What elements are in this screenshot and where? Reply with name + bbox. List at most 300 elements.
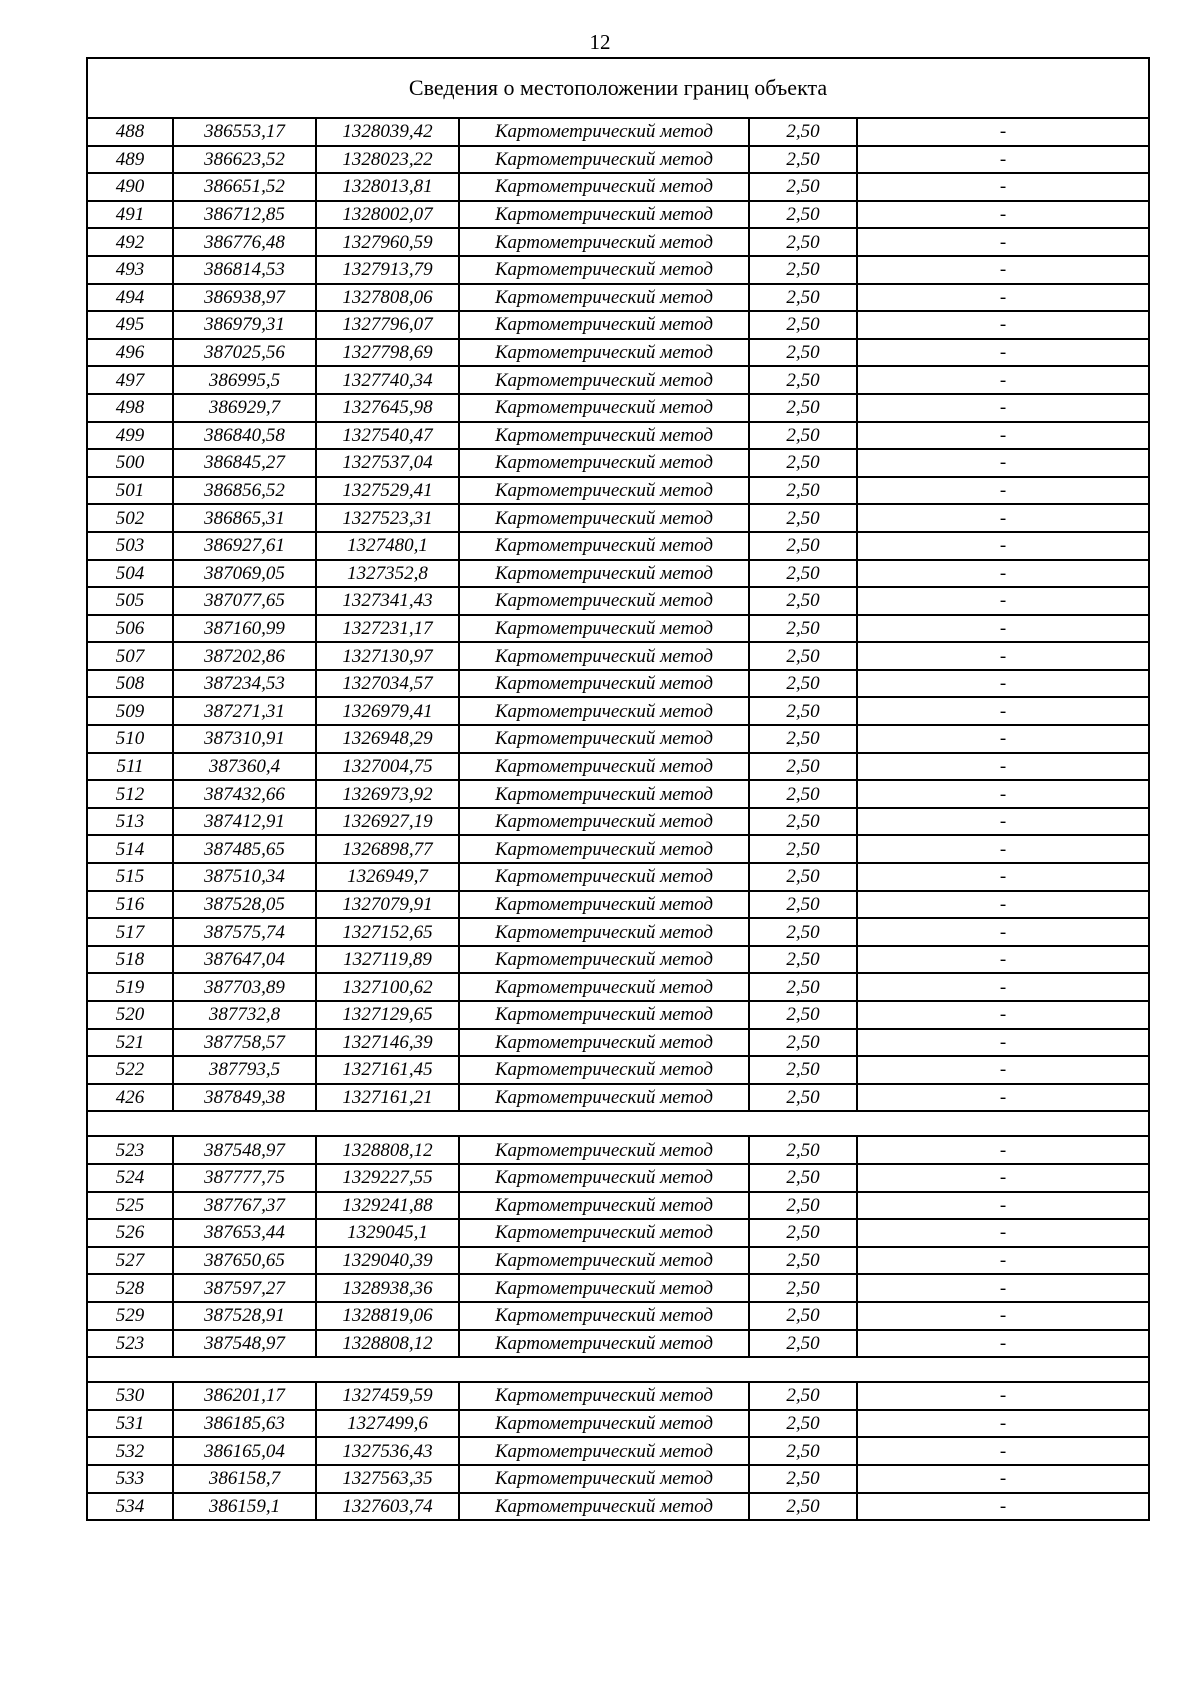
x-coordinate-cell: 387310,91 — [173, 725, 316, 753]
point-number-cell: 494 — [87, 284, 173, 312]
x-coordinate-cell: 387597,27 — [173, 1274, 316, 1302]
x-coordinate-cell: 387758,57 — [173, 1029, 316, 1057]
point-number-cell: 517 — [87, 918, 173, 946]
table-row — [87, 1001, 1149, 1029]
accuracy-cell: 2,50 — [749, 587, 857, 615]
accuracy-cell: 2,50 — [749, 228, 857, 256]
table-row — [87, 780, 1149, 808]
point-number-cell: 489 — [87, 146, 173, 174]
point-number-cell: 491 — [87, 201, 173, 229]
y-coordinate-cell: 1327603,74 — [316, 1493, 459, 1521]
y-coordinate-cell: 1329040,39 — [316, 1247, 459, 1275]
table-row — [87, 228, 1149, 256]
description-cell: - — [857, 1136, 1149, 1164]
accuracy-cell: 2,50 — [749, 118, 857, 146]
accuracy-cell: 2,50 — [749, 1465, 857, 1493]
group-separator-cell — [87, 1111, 1149, 1136]
point-number-cell: 533 — [87, 1465, 173, 1493]
accuracy-cell: 2,50 — [749, 863, 857, 891]
table-row — [87, 1330, 1149, 1358]
point-number-cell: 496 — [87, 339, 173, 367]
accuracy-cell: 2,50 — [749, 311, 857, 339]
accuracy-cell: 2,50 — [749, 366, 857, 394]
y-coordinate-cell: 1326948,29 — [316, 725, 459, 753]
x-coordinate-cell: 386845,27 — [173, 449, 316, 477]
y-coordinate-cell: 1328808,12 — [316, 1330, 459, 1358]
description-cell: - — [857, 366, 1149, 394]
method-cell: Картометрический метод — [459, 1001, 749, 1029]
x-coordinate-cell: 387077,65 — [173, 587, 316, 615]
x-coordinate-cell: 387650,65 — [173, 1247, 316, 1275]
x-coordinate-cell: 387777,75 — [173, 1164, 316, 1192]
table-row — [87, 284, 1149, 312]
y-coordinate-cell: 1328013,81 — [316, 173, 459, 201]
x-coordinate-cell: 386185,63 — [173, 1410, 316, 1438]
method-cell: Картометрический метод — [459, 339, 749, 367]
table-row — [87, 532, 1149, 560]
point-number-cell: 523 — [87, 1136, 173, 1164]
point-number-cell: 518 — [87, 946, 173, 974]
y-coordinate-cell: 1327231,17 — [316, 615, 459, 643]
point-number-cell: 516 — [87, 891, 173, 919]
table-row — [87, 560, 1149, 588]
x-coordinate-cell: 386856,52 — [173, 477, 316, 505]
point-number-cell: 504 — [87, 560, 173, 588]
y-coordinate-cell: 1327119,89 — [316, 946, 459, 974]
point-number-cell: 524 — [87, 1164, 173, 1192]
y-coordinate-cell: 1326898,77 — [316, 835, 459, 863]
description-cell: - — [857, 1302, 1149, 1330]
description-cell: - — [857, 1084, 1149, 1112]
x-coordinate-cell: 386814,53 — [173, 256, 316, 284]
point-number-cell: 499 — [87, 422, 173, 450]
x-coordinate-cell: 387271,31 — [173, 697, 316, 725]
description-cell: - — [857, 228, 1149, 256]
y-coordinate-cell: 1327913,79 — [316, 256, 459, 284]
method-cell: Картометрический метод — [459, 946, 749, 974]
y-coordinate-cell: 1327523,31 — [316, 504, 459, 532]
x-coordinate-cell: 387767,37 — [173, 1192, 316, 1220]
point-number-cell: 507 — [87, 642, 173, 670]
method-cell: Картометрический метод — [459, 1164, 749, 1192]
accuracy-cell: 2,50 — [749, 1330, 857, 1358]
point-number-cell: 511 — [87, 753, 173, 781]
x-coordinate-cell: 386159,1 — [173, 1493, 316, 1521]
description-cell: - — [857, 642, 1149, 670]
description-cell: - — [857, 1164, 1149, 1192]
x-coordinate-cell: 387575,74 — [173, 918, 316, 946]
table-row — [87, 339, 1149, 367]
accuracy-cell: 2,50 — [749, 835, 857, 863]
y-coordinate-cell: 1327034,57 — [316, 670, 459, 698]
description-cell: - — [857, 1029, 1149, 1057]
method-cell: Картометрический метод — [459, 394, 749, 422]
table-row — [87, 504, 1149, 532]
description-cell: - — [857, 1219, 1149, 1247]
x-coordinate-cell: 387732,8 — [173, 1001, 316, 1029]
y-coordinate-cell: 1326927,19 — [316, 808, 459, 836]
method-cell: Картометрический метод — [459, 1465, 749, 1493]
group-separator-row — [87, 1357, 1149, 1382]
point-number-cell: 497 — [87, 366, 173, 394]
method-cell: Картометрический метод — [459, 642, 749, 670]
method-cell: Картометрический метод — [459, 1493, 749, 1521]
point-number-cell: 527 — [87, 1247, 173, 1275]
x-coordinate-cell: 386865,31 — [173, 504, 316, 532]
table-row — [87, 891, 1149, 919]
accuracy-cell: 2,50 — [749, 973, 857, 1001]
method-cell: Картометрический метод — [459, 1330, 749, 1358]
table-row — [87, 808, 1149, 836]
x-coordinate-cell: 387432,66 — [173, 780, 316, 808]
x-coordinate-cell: 387025,56 — [173, 339, 316, 367]
accuracy-cell: 2,50 — [749, 615, 857, 643]
method-cell: Картометрический метод — [459, 1274, 749, 1302]
y-coordinate-cell: 1327352,8 — [316, 560, 459, 588]
accuracy-cell: 2,50 — [749, 504, 857, 532]
accuracy-cell: 2,50 — [749, 1029, 857, 1057]
method-cell: Картометрический метод — [459, 1029, 749, 1057]
method-cell: Картометрический метод — [459, 366, 749, 394]
accuracy-cell: 2,50 — [749, 560, 857, 588]
table-row — [87, 587, 1149, 615]
method-cell: Картометрический метод — [459, 1056, 749, 1084]
description-cell: - — [857, 1001, 1149, 1029]
method-cell: Картометрический метод — [459, 504, 749, 532]
table-row — [87, 918, 1149, 946]
y-coordinate-cell: 1326949,7 — [316, 863, 459, 891]
y-coordinate-cell: 1327480,1 — [316, 532, 459, 560]
method-cell: Картометрический метод — [459, 973, 749, 1001]
y-coordinate-cell: 1328039,42 — [316, 118, 459, 146]
x-coordinate-cell: 386553,17 — [173, 118, 316, 146]
x-coordinate-cell: 386201,17 — [173, 1382, 316, 1410]
description-cell: - — [857, 835, 1149, 863]
point-number-cell: 529 — [87, 1302, 173, 1330]
x-coordinate-cell: 386840,58 — [173, 422, 316, 450]
y-coordinate-cell: 1327499,6 — [316, 1410, 459, 1438]
method-cell: Картометрический метод — [459, 670, 749, 698]
description-cell: - — [857, 1437, 1149, 1465]
table-row — [87, 835, 1149, 863]
method-cell: Картометрический метод — [459, 228, 749, 256]
description-cell: - — [857, 1247, 1149, 1275]
description-cell: - — [857, 918, 1149, 946]
method-cell: Картометрический метод — [459, 863, 749, 891]
description-cell: - — [857, 449, 1149, 477]
x-coordinate-cell: 387528,05 — [173, 891, 316, 919]
accuracy-cell: 2,50 — [749, 1164, 857, 1192]
y-coordinate-cell: 1329241,88 — [316, 1192, 459, 1220]
x-coordinate-cell: 386712,85 — [173, 201, 316, 229]
description-cell: - — [857, 504, 1149, 532]
method-cell: Картометрический метод — [459, 1382, 749, 1410]
method-cell: Картометрический метод — [459, 532, 749, 560]
method-cell: Картометрический метод — [459, 808, 749, 836]
table-row — [87, 201, 1149, 229]
y-coordinate-cell: 1327152,65 — [316, 918, 459, 946]
x-coordinate-cell: 386165,04 — [173, 1437, 316, 1465]
y-coordinate-cell: 1328002,07 — [316, 201, 459, 229]
description-cell: - — [857, 891, 1149, 919]
table-row — [87, 1136, 1149, 1164]
accuracy-cell: 2,50 — [749, 256, 857, 284]
table-row — [87, 615, 1149, 643]
accuracy-cell: 2,50 — [749, 642, 857, 670]
description-cell: - — [857, 477, 1149, 505]
x-coordinate-cell: 387412,91 — [173, 808, 316, 836]
table-row — [87, 1219, 1149, 1247]
description-cell: - — [857, 1465, 1149, 1493]
x-coordinate-cell: 387069,05 — [173, 560, 316, 588]
accuracy-cell: 2,50 — [749, 1274, 857, 1302]
description-cell: - — [857, 587, 1149, 615]
y-coordinate-cell: 1327529,41 — [316, 477, 459, 505]
x-coordinate-cell: 387703,89 — [173, 973, 316, 1001]
y-coordinate-cell: 1327161,21 — [316, 1084, 459, 1112]
method-cell: Картометрический метод — [459, 891, 749, 919]
y-coordinate-cell: 1329227,55 — [316, 1164, 459, 1192]
table-row — [87, 863, 1149, 891]
description-cell: - — [857, 560, 1149, 588]
point-number-cell: 521 — [87, 1029, 173, 1057]
point-number-cell: 522 — [87, 1056, 173, 1084]
accuracy-cell: 2,50 — [749, 1437, 857, 1465]
table-row — [87, 1056, 1149, 1084]
accuracy-cell: 2,50 — [749, 697, 857, 725]
x-coordinate-cell: 387528,91 — [173, 1302, 316, 1330]
method-cell: Картометрический метод — [459, 1302, 749, 1330]
x-coordinate-cell: 387485,65 — [173, 835, 316, 863]
method-cell: Картометрический метод — [459, 725, 749, 753]
table-row — [87, 1302, 1149, 1330]
method-cell: Картометрический метод — [459, 615, 749, 643]
point-number-cell: 426 — [87, 1084, 173, 1112]
x-coordinate-cell: 387202,86 — [173, 642, 316, 670]
method-cell: Картометрический метод — [459, 477, 749, 505]
table-title: Сведения о местоположении границ объекта — [87, 58, 1149, 118]
table-row — [87, 256, 1149, 284]
y-coordinate-cell: 1327563,35 — [316, 1465, 459, 1493]
accuracy-cell: 2,50 — [749, 780, 857, 808]
method-cell: Картометрический метод — [459, 449, 749, 477]
y-coordinate-cell: 1327130,97 — [316, 642, 459, 670]
table-row — [87, 173, 1149, 201]
table-row — [87, 449, 1149, 477]
method-cell: Картометрический метод — [459, 1192, 749, 1220]
method-cell: Картометрический метод — [459, 1410, 749, 1438]
table-row — [87, 670, 1149, 698]
y-coordinate-cell: 1327459,59 — [316, 1382, 459, 1410]
table-row — [87, 422, 1149, 450]
x-coordinate-cell: 386929,7 — [173, 394, 316, 422]
x-coordinate-cell: 387360,4 — [173, 753, 316, 781]
accuracy-cell: 2,50 — [749, 173, 857, 201]
x-coordinate-cell: 387548,97 — [173, 1136, 316, 1164]
accuracy-cell: 2,50 — [749, 1302, 857, 1330]
point-number-cell: 495 — [87, 311, 173, 339]
description-cell: - — [857, 118, 1149, 146]
method-cell: Картометрический метод — [459, 780, 749, 808]
x-coordinate-cell: 386623,52 — [173, 146, 316, 174]
point-number-cell: 534 — [87, 1493, 173, 1521]
description-cell: - — [857, 1056, 1149, 1084]
table-row — [87, 1029, 1149, 1057]
description-cell: - — [857, 1493, 1149, 1521]
description-cell: - — [857, 146, 1149, 174]
x-coordinate-cell: 387160,99 — [173, 615, 316, 643]
accuracy-cell: 2,50 — [749, 339, 857, 367]
y-coordinate-cell: 1327740,34 — [316, 366, 459, 394]
accuracy-cell: 2,50 — [749, 201, 857, 229]
method-cell: Картометрический метод — [459, 1084, 749, 1112]
y-coordinate-cell: 1327004,75 — [316, 753, 459, 781]
point-number-cell: 532 — [87, 1437, 173, 1465]
group-separator-cell — [87, 1357, 1149, 1382]
table-row — [87, 753, 1149, 781]
point-number-cell: 514 — [87, 835, 173, 863]
point-number-cell: 493 — [87, 256, 173, 284]
accuracy-cell: 2,50 — [749, 946, 857, 974]
method-cell: Картометрический метод — [459, 697, 749, 725]
table-row — [87, 1465, 1149, 1493]
table-row — [87, 366, 1149, 394]
description-cell: - — [857, 946, 1149, 974]
method-cell: Картометрический метод — [459, 560, 749, 588]
method-cell: Картометрический метод — [459, 311, 749, 339]
point-number-cell: 515 — [87, 863, 173, 891]
y-coordinate-cell: 1327808,06 — [316, 284, 459, 312]
accuracy-cell: 2,50 — [749, 1219, 857, 1247]
y-coordinate-cell: 1327100,62 — [316, 973, 459, 1001]
y-coordinate-cell: 1328023,22 — [316, 146, 459, 174]
description-cell: - — [857, 284, 1149, 312]
table-row — [87, 1084, 1149, 1112]
table-row — [87, 1410, 1149, 1438]
accuracy-cell: 2,50 — [749, 1136, 857, 1164]
description-cell: - — [857, 311, 1149, 339]
description-cell: - — [857, 532, 1149, 560]
point-number-cell: 492 — [87, 228, 173, 256]
point-number-cell: 523 — [87, 1330, 173, 1358]
table-row — [87, 1274, 1149, 1302]
x-coordinate-cell: 386651,52 — [173, 173, 316, 201]
table-row — [87, 394, 1149, 422]
table-row — [87, 1382, 1149, 1410]
point-number-cell: 488 — [87, 118, 173, 146]
description-cell: - — [857, 1410, 1149, 1438]
x-coordinate-cell: 387548,97 — [173, 1330, 316, 1358]
accuracy-cell: 2,50 — [749, 394, 857, 422]
table-row — [87, 1192, 1149, 1220]
table-row — [87, 146, 1149, 174]
point-number-cell: 509 — [87, 697, 173, 725]
boundary-coordinates-table — [86, 57, 1150, 1521]
table-row — [87, 642, 1149, 670]
group-separator-row — [87, 1111, 1149, 1136]
accuracy-cell: 2,50 — [749, 422, 857, 450]
accuracy-cell: 2,50 — [749, 808, 857, 836]
point-number-cell: 501 — [87, 477, 173, 505]
description-cell: - — [857, 201, 1149, 229]
description-cell: - — [857, 394, 1149, 422]
accuracy-cell: 2,50 — [749, 449, 857, 477]
x-coordinate-cell: 386979,31 — [173, 311, 316, 339]
method-cell: Картометрический метод — [459, 1136, 749, 1164]
description-cell: - — [857, 863, 1149, 891]
x-coordinate-cell: 386158,7 — [173, 1465, 316, 1493]
page-number: 12 — [589, 30, 611, 54]
method-cell: Картометрический метод — [459, 1219, 749, 1247]
accuracy-cell: 2,50 — [749, 1493, 857, 1521]
x-coordinate-cell: 386927,61 — [173, 532, 316, 560]
accuracy-cell: 2,50 — [749, 146, 857, 174]
point-number-cell: 506 — [87, 615, 173, 643]
description-cell: - — [857, 753, 1149, 781]
method-cell: Картометрический метод — [459, 173, 749, 201]
y-coordinate-cell: 1327129,65 — [316, 1001, 459, 1029]
description-cell: - — [857, 1330, 1149, 1358]
accuracy-cell: 2,50 — [749, 1056, 857, 1084]
y-coordinate-cell: 1327645,98 — [316, 394, 459, 422]
y-coordinate-cell: 1327796,07 — [316, 311, 459, 339]
description-cell: - — [857, 173, 1149, 201]
table-row — [87, 1247, 1149, 1275]
description-cell: - — [857, 1274, 1149, 1302]
y-coordinate-cell: 1328938,36 — [316, 1274, 459, 1302]
y-coordinate-cell: 1327146,39 — [316, 1029, 459, 1057]
x-coordinate-cell: 387849,38 — [173, 1084, 316, 1112]
method-cell: Картометрический метод — [459, 753, 749, 781]
point-number-cell: 502 — [87, 504, 173, 532]
method-cell: Картометрический метод — [459, 422, 749, 450]
method-cell: Картометрический метод — [459, 835, 749, 863]
method-cell: Картометрический метод — [459, 284, 749, 312]
description-cell: - — [857, 422, 1149, 450]
table-row — [87, 1493, 1149, 1521]
method-cell: Картометрический метод — [459, 146, 749, 174]
x-coordinate-cell: 387653,44 — [173, 1219, 316, 1247]
accuracy-cell: 2,50 — [749, 725, 857, 753]
y-coordinate-cell: 1327540,47 — [316, 422, 459, 450]
point-number-cell: 490 — [87, 173, 173, 201]
y-coordinate-cell: 1326973,92 — [316, 780, 459, 808]
y-coordinate-cell: 1327960,59 — [316, 228, 459, 256]
point-number-cell: 508 — [87, 670, 173, 698]
accuracy-cell: 2,50 — [749, 918, 857, 946]
y-coordinate-cell: 1329045,1 — [316, 1219, 459, 1247]
y-coordinate-cell: 1327079,91 — [316, 891, 459, 919]
point-number-cell: 519 — [87, 973, 173, 1001]
accuracy-cell: 2,50 — [749, 1192, 857, 1220]
method-cell: Картометрический метод — [459, 118, 749, 146]
point-number-cell: 503 — [87, 532, 173, 560]
description-cell: - — [857, 973, 1149, 1001]
point-number-cell: 530 — [87, 1382, 173, 1410]
method-cell: Картометрический метод — [459, 1247, 749, 1275]
description-cell: - — [857, 256, 1149, 284]
y-coordinate-cell: 1328819,06 — [316, 1302, 459, 1330]
x-coordinate-cell: 387647,04 — [173, 946, 316, 974]
table-row — [87, 973, 1149, 1001]
method-cell: Картометрический метод — [459, 587, 749, 615]
table-row — [87, 697, 1149, 725]
accuracy-cell: 2,50 — [749, 1001, 857, 1029]
point-number-cell: 525 — [87, 1192, 173, 1220]
accuracy-cell: 2,50 — [749, 284, 857, 312]
y-coordinate-cell: 1327798,69 — [316, 339, 459, 367]
method-cell: Картометрический метод — [459, 1437, 749, 1465]
